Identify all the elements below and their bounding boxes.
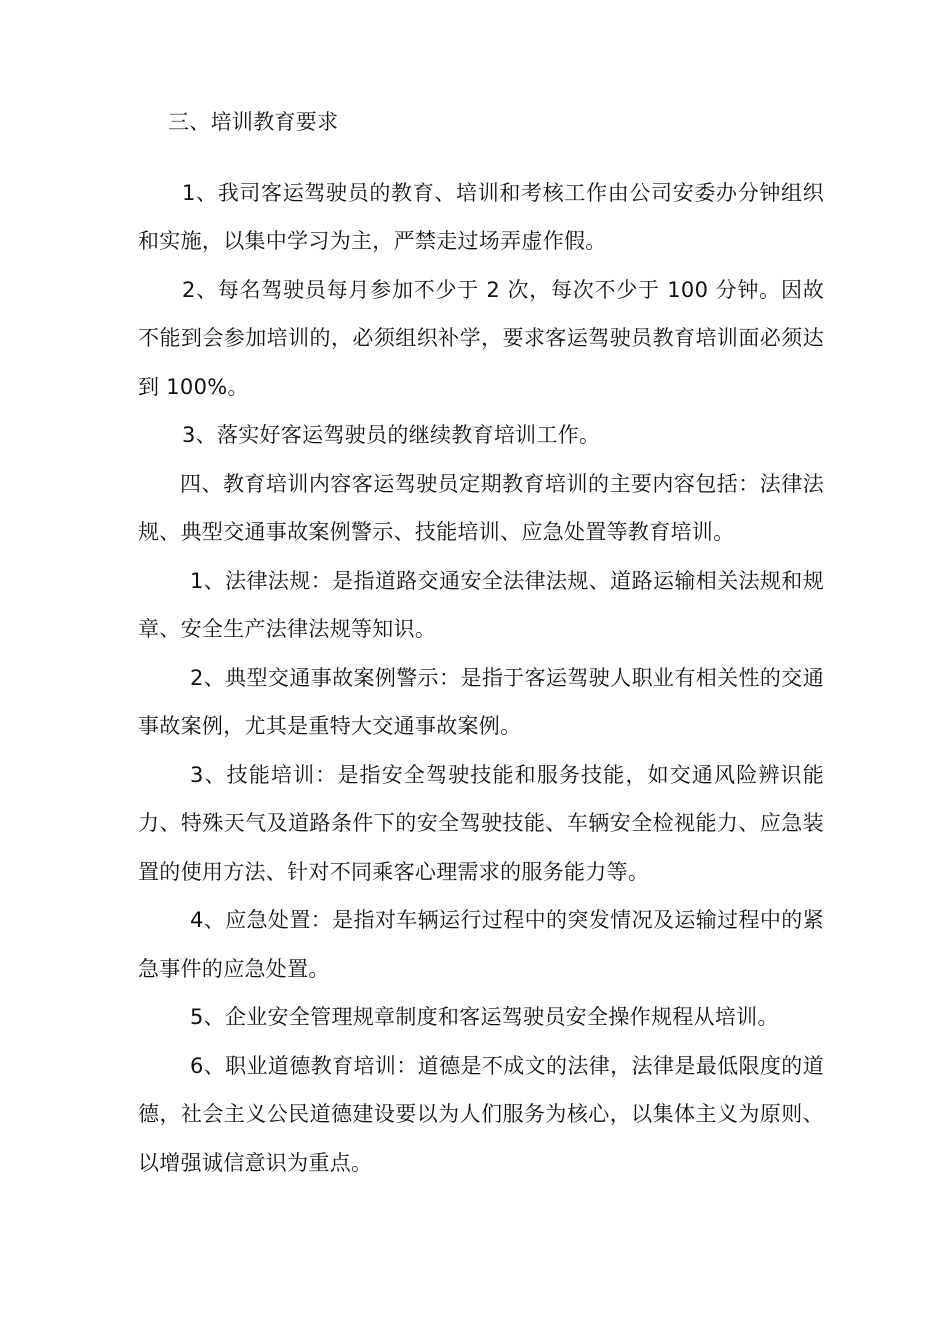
paragraph-emergency-handling: 4、应急处置：是指对车辆运行过程中的突发情况及运输过程中的紧急事件的应急处置。	[138, 908, 824, 981]
paragraph-accident-cases: 2、典型交通事故案例警示：是指于客运驾驶人职业有相关性的交通事故案例，尤其是重特大交通事故案例。	[138, 665, 824, 738]
section-heading: 三、培训教育要求	[168, 110, 339, 134]
paragraph-training-organization: 1、我司客运驾驶员的教育、培训和考核工作由公司安委办分钟组织和实施，以集中学习为主，严禁走过场弄虚作假。	[138, 180, 824, 253]
paragraph-skills-training: 3、技能培训：是指安全驾驶技能和服务技能，如交通风险辨识能力、特殊天气及道路条件下的安全驾驶技能、车辆安全检视能力、应急装置的使用方法、针对不同乘客心理需求的服务能力等。	[138, 762, 824, 884]
document-body	[138, 98, 824, 1187]
paragraph-safety-rules: 5、企业安全管理规章制度和客运驾驶员安全操作规程从培训。	[190, 1005, 779, 1029]
paragraph-laws-regulations: 1、法律法规：是指道路交通安全法律法规、道路运输相关法规和规章、安全生产法律法规等知识。	[138, 568, 824, 641]
paragraph-continuing-education: 3、落实好客运驾驶员的继续教育培训工作。	[182, 423, 601, 447]
section-four-heading: 四、教育培训内容客运驾驶员定期教育培训的主要内容包括：法律法规、典型交通事故案例警示、技能培训、应急处置等教育培训。	[138, 471, 824, 544]
paragraph-training-frequency: 2、每名驾驶员每月参加不少于 2 次，每次不少于 100 分钟。因故不能到会参加培训的，必须组织补学，要求客运驾驶员教育培训面必须达到 100%。	[138, 277, 824, 399]
paragraph-ethics-training: 6、职业道德教育培训：道德是不成文的法律，法律是最低限度的道德，社会主义公民道德建设要以为人们服务为核心，以集体主义为原则、以增强诚信意识为重点。	[138, 1053, 824, 1175]
